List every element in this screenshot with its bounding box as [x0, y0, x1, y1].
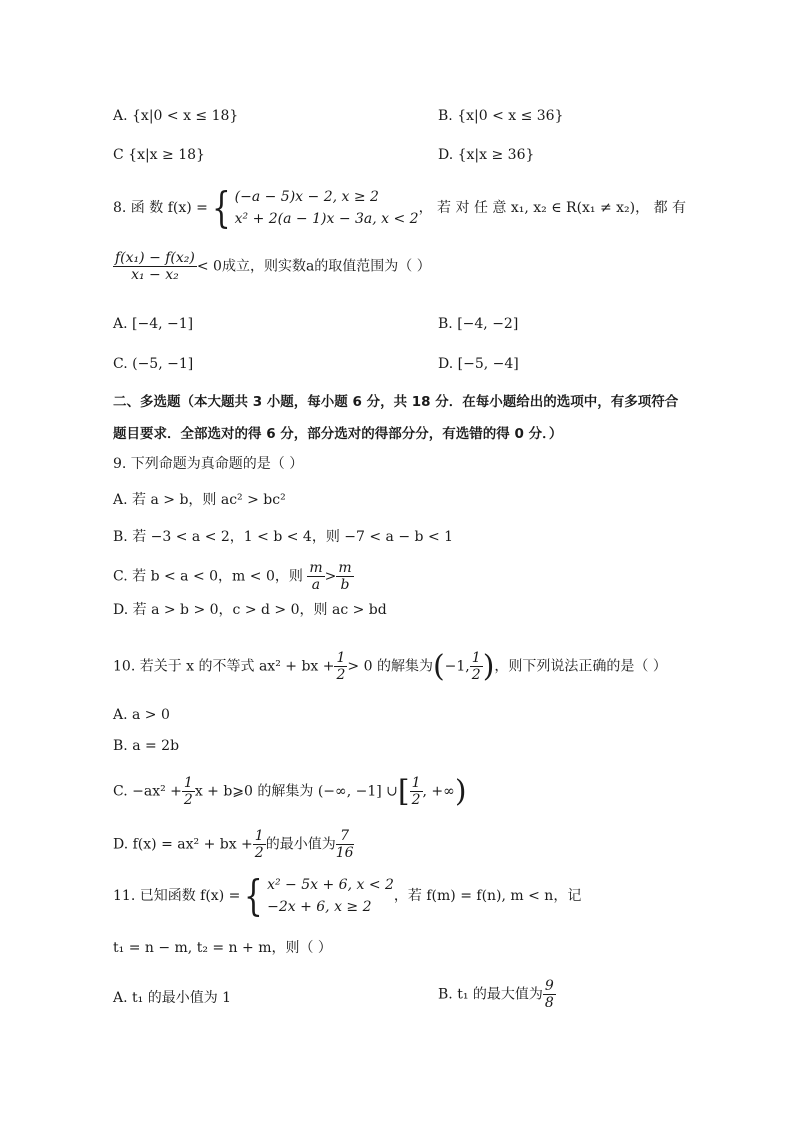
q8-option-a: A. [−4, −1] — [113, 316, 194, 332]
q8-fraction — [113, 250, 197, 283]
q8-brace: { — [211, 183, 231, 232]
q9-stem: 9. 下列命题为真命题的是（ ） — [113, 456, 304, 472]
q9-option-a: A. 若 a > b，则 ac² > bc² — [113, 492, 286, 508]
q10-mid: > 0 的解集为 — [347, 658, 433, 675]
q7-option-b: B. {x|0 < x ≤ 36} — [438, 108, 564, 124]
q9-c-text: C. 若 b < a < 0，m < 0，则 — [113, 568, 303, 585]
q11-stem — [113, 871, 582, 920]
q9-c-frac-2 — [336, 560, 353, 593]
q8-tail: < 0成立，则实数a的取值范围为（ ） — [196, 258, 431, 275]
q8-cases — [235, 186, 419, 230]
q7-option-d: D. {x|x ≥ 36} — [438, 147, 535, 163]
q8-stem — [113, 183, 687, 232]
q8-frac-num: f(x₁) − f(x₂) — [115, 250, 195, 266]
q10-interval-half — [470, 650, 483, 683]
q10-int-num: 1 — [471, 650, 481, 666]
section-heading-line1: 二、多选题（本大题共 3 小题，每小题 6 分，共 18 分．在每小题给出的选项中，有多项符合 — [113, 394, 679, 410]
q9-option-b: B. 若 −3 < a < 2，1 < b < 4，则 −7 < a − b < 1 — [113, 529, 454, 545]
q9-c-num-1: m — [309, 560, 323, 576]
q10-paren-close: ) — [482, 648, 495, 684]
q8-case-2: x² + 2(a − 1)x − 3a, x < 2 — [234, 211, 419, 227]
q10-c-half — [182, 775, 195, 808]
q11-b-den: 8 — [544, 995, 554, 1011]
q10-d-den: 2 — [254, 845, 264, 861]
q9-option-c — [113, 560, 354, 593]
q10-c-bracket-open: [ — [397, 773, 410, 809]
section-heading-line2: 题目要求．全部选对的得 6 分，部分选对的得部分分，有选错的得 0 分．） — [113, 426, 563, 442]
q8-case-1: (−a − 5)x − 2, x ≥ 2 — [234, 189, 379, 205]
q11-case-1: x² − 5x + 6, x < 2 — [267, 877, 394, 893]
q11-cases — [267, 874, 394, 918]
q10-pre: 10. 若关于 x 的不等式 ax² + bx + — [113, 658, 335, 675]
q10-option-c — [113, 775, 467, 808]
q10-d-pre: D. f(x) = ax² + bx + — [113, 836, 253, 853]
q10-d-mid: 的最小值为 — [265, 836, 336, 853]
q10-option-a: A. a > 0 — [113, 707, 170, 723]
q11-brace: { — [244, 871, 264, 920]
q10-c-num-2: 1 — [411, 775, 421, 791]
q10-d-num: 1 — [254, 828, 264, 844]
q10-d-min — [336, 828, 354, 861]
q11-b-pre: B. t₁ 的最大值为 — [438, 986, 543, 1003]
q9-c-den-2: b — [340, 577, 350, 593]
q9-c-den-1: a — [311, 577, 321, 593]
q10-d-min-num: 7 — [336, 828, 354, 845]
q10-c-paren-close: ) — [454, 773, 467, 809]
q8-option-c: C. (−5, −1] — [113, 356, 194, 372]
q8-mid: ， 若 对 任 意 x₁, x₂ ∈ R(x₁ ≠ x₂)， 都 有 — [418, 200, 687, 216]
q11-b-num: 9 — [544, 978, 554, 994]
q10-option-b: B. a = 2b — [113, 738, 180, 754]
q10-c-num: 1 — [183, 775, 193, 791]
q10-interval-left: −1, — [444, 658, 470, 675]
q10-d-half — [253, 828, 266, 861]
q11-case-2: −2x + 6, x ≥ 2 — [267, 899, 372, 915]
q10-c-pre: C. −ax² + — [113, 783, 182, 800]
q10-c-half-2 — [410, 775, 423, 808]
q10-half-num: 1 — [336, 650, 346, 666]
q11-option-a: A. t₁ 的最小值为 1 — [113, 990, 232, 1006]
q10-d-min-den: 16 — [335, 845, 354, 861]
q10-option-d — [113, 828, 354, 861]
q8-frac-den: x₁ − x₂ — [131, 267, 179, 283]
q7-option-a: A. {x|0 < x ≤ 18} — [113, 108, 239, 124]
q10-c-end: , +∞ — [422, 783, 455, 800]
q11-post: ，若 f(m) = f(n), m < n，记 — [393, 888, 582, 904]
q8-option-d: D. [−5, −4] — [438, 356, 519, 372]
q10-c-den: 2 — [183, 792, 193, 808]
q10-stem — [113, 650, 667, 683]
q10-c-mid: x + b⩾0 的解集为 (−∞, −1] ∪ — [194, 783, 398, 800]
q10-c-den-2: 2 — [411, 792, 421, 808]
q10-post: ，则下列说法正确的是（ ） — [494, 658, 667, 675]
q10-paren-open: ( — [432, 648, 445, 684]
q9-option-d: D. 若 a > b > 0，c > d > 0，则 ac > bd — [113, 602, 387, 618]
q9-c-num-2: m — [338, 560, 352, 576]
q8-condition — [113, 250, 431, 283]
q10-half-den: 2 — [336, 667, 346, 683]
q9-c-frac-1 — [307, 560, 324, 593]
q10-half — [334, 650, 347, 683]
q8-lead: 8. 函 数 f(x) = — [113, 200, 208, 216]
q11-option-b — [438, 978, 556, 1011]
q11-stem-line2: t₁ = n − m, t₂ = n + m，则（ ） — [113, 940, 332, 956]
q11-b-frac — [543, 978, 556, 1011]
q7-option-c: C {x|x ≥ 18} — [113, 147, 205, 163]
q11-pre: 11. 已知函数 f(x) = — [113, 888, 241, 904]
q10-int-den: 2 — [471, 667, 481, 683]
q9-c-gt: > — [324, 568, 337, 585]
q8-option-b: B. [−4, −2] — [438, 316, 519, 332]
